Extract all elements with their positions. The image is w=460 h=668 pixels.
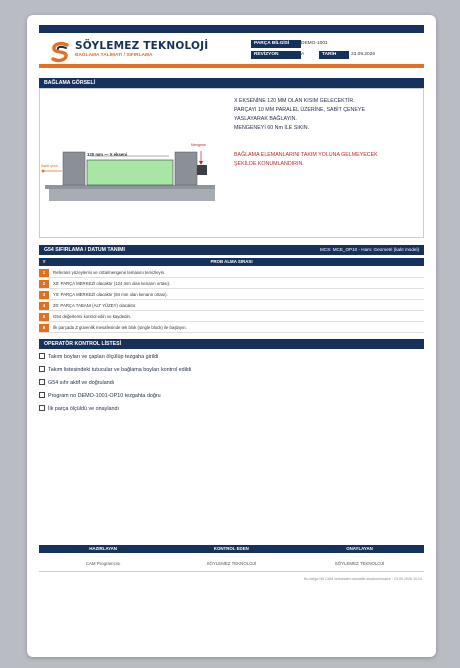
checkbox-icon[interactable] — [39, 379, 45, 385]
approved-label: ONAYLAYAN — [346, 546, 373, 551]
checklist-item[interactable] — [39, 353, 158, 362]
checklist-item-label: G54 sıfır aktif ve doğrulandı — [48, 380, 115, 386]
diagram-dimension-label: 120 mm — X ekseni — [87, 152, 128, 157]
step-number: 5 — [39, 313, 49, 321]
step-text: Referans yüzeylerini ve cıtta/mengene temasını temizleyin. — [53, 270, 166, 275]
revision-value: A — [301, 52, 305, 57]
company-logo-icon — [49, 41, 71, 63]
checklist-item[interactable] — [39, 379, 114, 388]
checklist-item[interactable] — [39, 405, 119, 414]
diagram-left-note: Sabit çene — [41, 164, 58, 168]
checklist-item[interactable] — [39, 366, 191, 375]
probe-table-header — [39, 258, 424, 266]
table-row — [39, 324, 424, 333]
zero-section-note: MCS: MCE_OP10 - Ham: Geometri (kalıt model) — [319, 247, 419, 252]
col-probe-order: PROB ALMA SIRASI — [210, 259, 253, 264]
step-number: 4 — [39, 302, 49, 310]
prepared-value: CAM Programcısı — [85, 561, 121, 566]
step-text: Z0: PARÇA TABANI (ALT YÜZEY) olacaktır. — [53, 303, 137, 308]
checkbox-icon[interactable] — [39, 405, 45, 411]
document-subtitle: BAĞLAMA TALİMATI / SIFIRLAMA — [75, 53, 153, 58]
step-text: Y0: PARÇA MERKEZİ olacaktır (84 mm olan kenarın ortası). — [53, 292, 168, 297]
table-row — [39, 291, 424, 300]
step-number: 2 — [39, 280, 49, 288]
instruction-sheet — [27, 15, 436, 657]
zero-section-title: G54 SIFIRLAMA / DATUM TANIMI — [44, 247, 125, 253]
table-row — [39, 280, 424, 289]
part-value: DEMO-1001 — [301, 41, 328, 46]
warning-line-1: BAĞLAMA ELEMANLARINI TAKIM YOLUNA GELMEYECEK — [234, 152, 378, 158]
signature-header — [39, 545, 424, 553]
header-accent-bar — [39, 64, 424, 68]
fixture-section-header — [39, 78, 424, 88]
fixture-diagram — [41, 141, 219, 203]
checkbox-icon[interactable] — [39, 353, 45, 359]
table-row — [39, 313, 424, 322]
step-number: 6 — [39, 324, 49, 332]
date-label: TARİH — [319, 51, 349, 59]
fixture-section-title: BAĞLAMA GÖRSELİ — [44, 80, 96, 86]
instruction-line-4: MENGENEYİ 60 Nm İLE SIKIN. — [234, 125, 310, 131]
diagram-right-note: Mengene — [191, 143, 206, 147]
date-value: 23.09.2026 — [351, 52, 376, 57]
checklist-item-label: İlk parça ölçüldü ve onaylandı — [48, 406, 120, 412]
checklist-item-label: Program no DEMO-1001-OP10 tezgahta doğru — [48, 393, 161, 399]
checked-value: SÖYLEMEZ TEKNOLOJİ — [206, 561, 257, 566]
instruction-line-2: PARÇAYI 10 MM PARALEL ÜZERİNE, SABİT ÇENEYE — [234, 107, 365, 113]
step-text: X0: PARÇA MERKEZİ olacaktır (124 mm olan kenarın ortası). — [53, 281, 171, 286]
prepared-label: HAZIRLAYAN — [89, 546, 117, 551]
checklist-item-label: Takım boyları ve çapları ölçülüp tezgaha girildi — [48, 354, 159, 360]
checkbox-icon[interactable] — [39, 366, 45, 372]
footer-note: Bu belge NX CAM verisinden otomatik oluşturulmuştur · 23.09.2026 10:24 — [304, 577, 422, 581]
signature-values — [39, 557, 424, 572]
checkbox-icon[interactable] — [39, 392, 45, 398]
step-number: 3 — [39, 291, 49, 299]
step-text: G54 değerlerini kontrol edin ve kaydedin. — [53, 314, 132, 319]
step-number: 1 — [39, 269, 49, 277]
zero-section-header — [39, 245, 424, 255]
instruction-line-1: X EKSENİNE 120 MM OLAN KISIM GELECEKTİR. — [234, 98, 355, 104]
table-row — [39, 269, 424, 278]
revision-label: REVİZYON — [251, 51, 301, 59]
company-name: SÖYLEMEZ TEKNOLOJİ — [75, 40, 209, 52]
checklist-section-header — [39, 339, 424, 349]
top-band — [39, 25, 424, 33]
warning-line-2: ŞEKİLDE KONUMLANDIRIN. — [234, 161, 304, 167]
table-row — [39, 302, 424, 311]
approved-value: SÖYLEMEZ TEKNOLOJİ — [334, 561, 385, 566]
step-text: İlk parçada Z güvenlik mesafesinde tek blok (single block) ile başlayın. — [53, 325, 187, 330]
checklist-item-label: Takım listesindeki tutucular ve bağlama boyları kontrol edildi — [48, 367, 192, 373]
checked-label: KONTROL EDEN — [213, 546, 249, 551]
checklist-section-title: OPERATÖR KONTROL LİSTESİ — [44, 341, 122, 347]
checklist-item[interactable] — [39, 392, 161, 401]
part-label: PARÇA BİLGİSİ — [251, 40, 301, 48]
instruction-line-3: YASLAYARAK BAĞLAYIN. — [234, 116, 297, 122]
col-number: # — [43, 259, 46, 264]
